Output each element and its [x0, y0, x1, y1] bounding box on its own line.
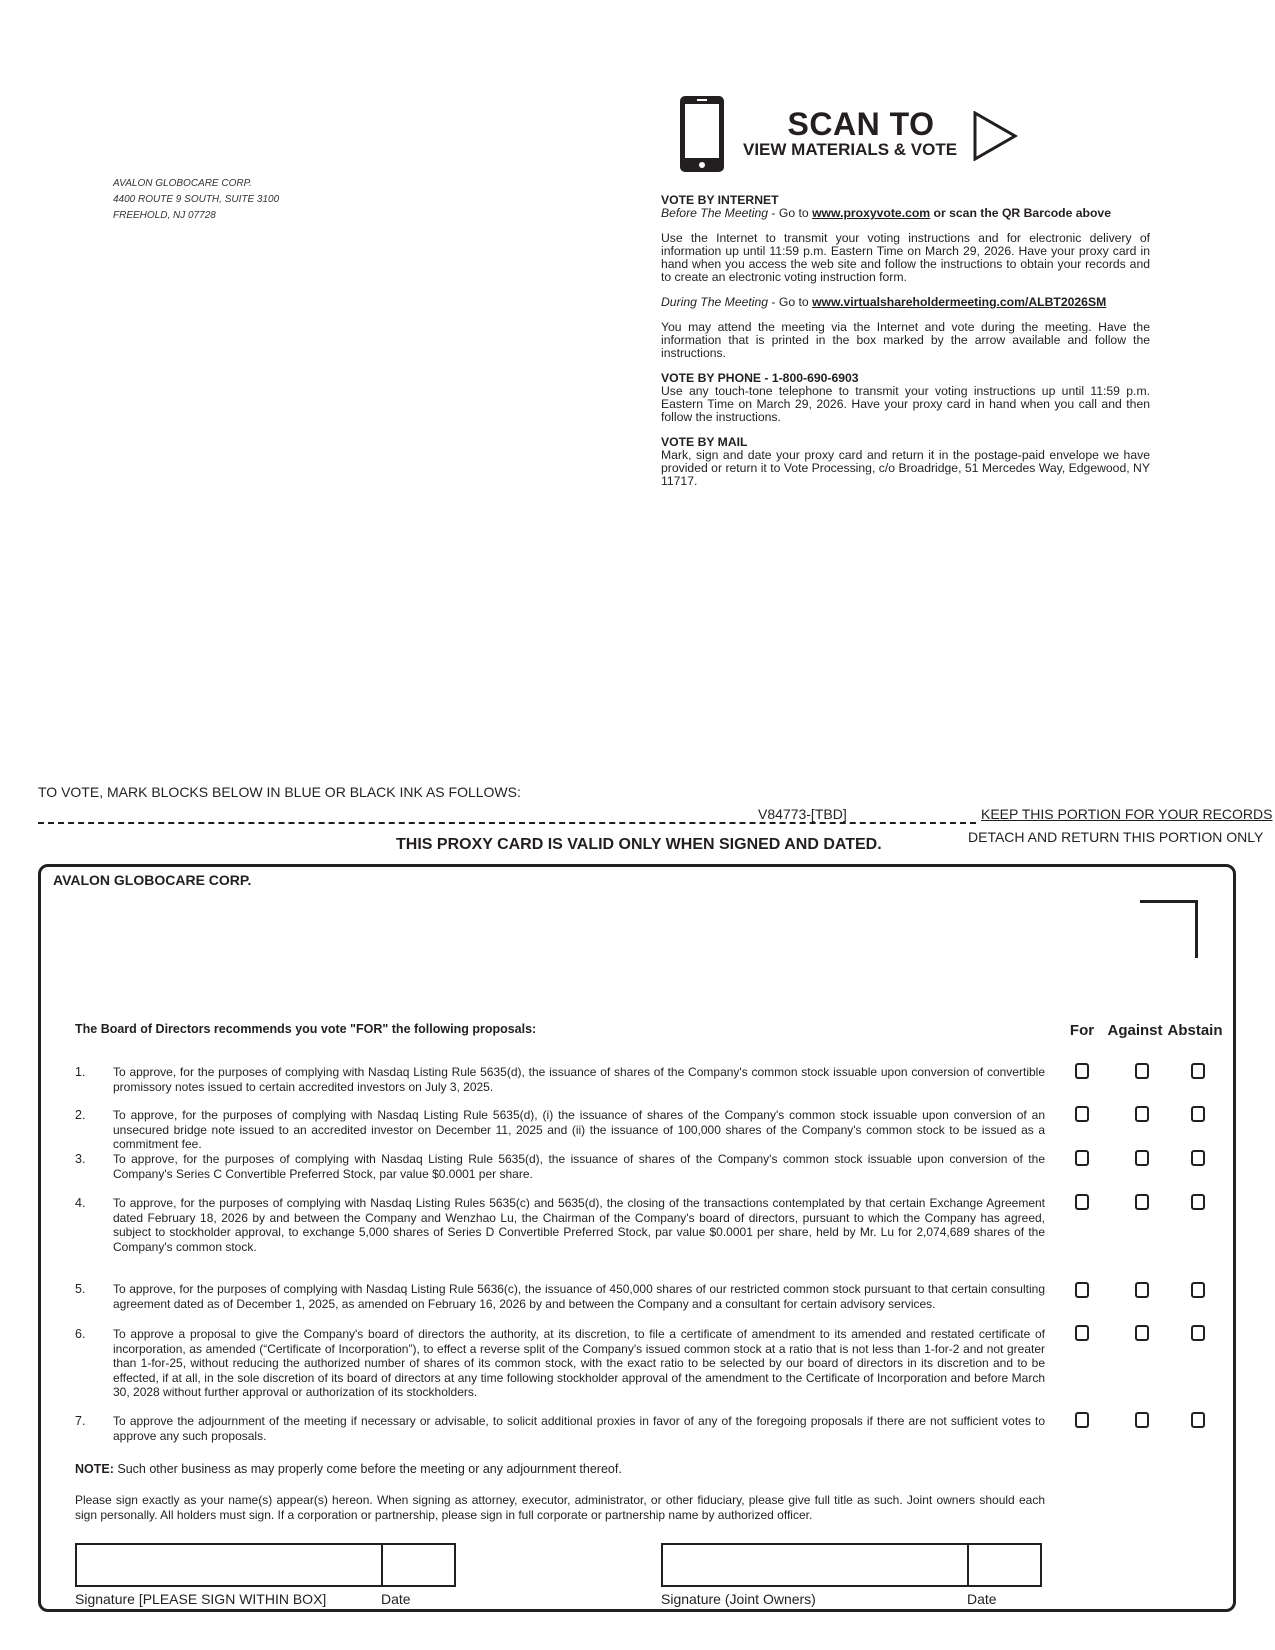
to-vote-instructions: TO VOTE, MARK BLOCKS BELOW IN BLUE OR BLACK INK AS FOLLOWS:: [38, 784, 521, 800]
phone-heading: VOTE BY PHONE - 1-800-690-6903: [661, 371, 859, 385]
vote-against-checkbox[interactable]: [1135, 1150, 1149, 1166]
vote-abstain-checkbox[interactable]: [1191, 1282, 1205, 1298]
voting-instructions: [661, 194, 1150, 488]
address-name: AVALON GLOBOCARE CORP.: [113, 178, 252, 189]
note: [75, 1462, 622, 1476]
joint-signature-box[interactable]: [661, 1543, 1042, 1587]
valid-notice: THIS PROXY CARD IS VALID ONLY WHEN SIGNED AND DATED.: [396, 836, 882, 853]
smartphone-icon: [678, 94, 726, 174]
control-id: V84773-[TBD]: [758, 806, 847, 822]
during-go: - Go to: [768, 295, 813, 309]
date-label: Date: [381, 1591, 411, 1607]
joint-date-box-divider: [967, 1543, 969, 1587]
vote-abstain-checkbox[interactable]: [1191, 1194, 1205, 1210]
proposal-number: 5.: [75, 1282, 86, 1296]
vote-for-checkbox[interactable]: [1075, 1150, 1089, 1166]
proposal-text: To approve, for the purposes of complying with Nasdaq Listing Rule 5635(d), the issuance of shares of the Company's common stock issuable upon conversion of convertible promissory notes issued to certain accredited investors on July 3, 2025.: [113, 1065, 1045, 1094]
phone-body: Use any touch-tone telephone to transmit your voting instructions up until 11:59 p.m. Eastern Time on March 29, 2026. Have your proxy card in hand when you call and then follow the instructions.: [661, 384, 1150, 424]
corner-mark: [1140, 900, 1198, 958]
card-company-name: AVALON GLOBOCARE CORP.: [53, 872, 252, 888]
board-recommendation: The Board of Directors recommends you vote "FOR" the following proposals:: [75, 1022, 537, 1036]
column-abstain: Abstain: [1167, 1022, 1223, 1039]
proposal-text: To approve a proposal to give the Company's board of directors the authority, at its discretion, to file a certificate of amendment to its amended and restated certificate of incorporation, as amended (“Certificate of Incorporation”), to effect a reverse split of the Company's issued common stock at a ratio that is not less than 1-for-2 and not greater than 1-for-25, without reducing the authorized number of shares of its common stock, with the exact ratio to be selected by our board of directors in its discretion and to be effected, if at all, in the sole discretion of its board of directors at any time following stockholder approval of the amendment to the Certificate of Incorporation and before March 30, 2028 without further approval or authorization of its stockholders.: [113, 1327, 1045, 1399]
arrow-right-icon: [973, 111, 1019, 161]
internet-during-body: You may attend the meeting via the Internet and vote during the meeting. Have the information that is printed in the box marked by the arrow available and follow the instructions.: [661, 320, 1150, 360]
signature-label: Signature [PLEASE SIGN WITHIN BOX]: [75, 1591, 327, 1607]
proxyvote-link[interactable]: www.proxyvote.com: [812, 206, 931, 220]
vote-against-checkbox[interactable]: [1135, 1282, 1149, 1298]
scan-subtitle: VIEW MATERIALS & VOTE: [743, 140, 958, 159]
proposal-number: 1.: [75, 1065, 86, 1079]
internet-during-line: [661, 296, 1150, 309]
virtual-meeting-link[interactable]: www.virtualshareholdermeeting.com/ALBT2026SM: [812, 295, 1107, 309]
vote-against-checkbox[interactable]: [1135, 1412, 1149, 1428]
mail-body: Mark, sign and date your proxy card and return it in the postage-paid envelope we have provided or return it to Vote Processing, c/o Broadridge, 51 Mercedes Way, Edgewood, NY 11717.: [661, 448, 1150, 488]
sign-instructions: Please sign exactly as your name(s) appear(s) hereon. When signing as attorney, executor, administrator, or other fiduciary, please give full title as such. Joint owners should each sign personally. All holders must sign. If a corporation or partnership, please sign in full corporate or partnership name by authorized officer.: [75, 1493, 1045, 1522]
vote-against-checkbox[interactable]: [1135, 1106, 1149, 1122]
vote-for-checkbox[interactable]: [1075, 1325, 1089, 1341]
mail-heading: VOTE BY MAIL: [661, 435, 748, 449]
keep-portion-label: KEEP THIS PORTION FOR YOUR RECORDS: [981, 806, 1273, 822]
vote-against-checkbox[interactable]: [1135, 1063, 1149, 1079]
proposal-number: 7.: [75, 1414, 86, 1428]
vote-abstain-checkbox[interactable]: [1191, 1106, 1205, 1122]
signature-box[interactable]: [75, 1543, 456, 1587]
proposal-text: To approve, for the purposes of complying with Nasdaq Listing Rule 5635(d), (i) the issuance of shares of the Company's common stock issuable upon conversion of an unsecured bridge note issued to an accredited investor on December 11, 2025 and (ii) the issuance of 100,000 shares of the Company's common stock to be issued as a commitment fee.: [113, 1108, 1045, 1151]
proposal-number: 6.: [75, 1327, 86, 1341]
joint-date-label: Date: [967, 1591, 997, 1607]
during-label: During The Meeting: [661, 295, 769, 309]
before-go: - Go to: [768, 206, 813, 220]
note-label: NOTE:: [75, 1462, 114, 1476]
joint-signature-label: Signature (Joint Owners): [661, 1591, 816, 1607]
proposal-number: 2.: [75, 1108, 86, 1122]
vote-abstain-checkbox[interactable]: [1191, 1063, 1205, 1079]
address-line1: 4400 ROUTE 9 SOUTH, SUITE 3100: [113, 194, 280, 205]
internet-body: Use the Internet to transmit your voting instructions and for electronic delivery of information up until 11:59 p.m. Eastern Time on March 29, 2026. Have your proxy card in hand when you access the web site and follow the instructions to obtain your records and to create an electronic voting instruction form.: [661, 231, 1150, 284]
vote-abstain-checkbox[interactable]: [1191, 1412, 1205, 1428]
internet-before-line: [661, 207, 1150, 220]
vote-for-checkbox[interactable]: [1075, 1282, 1089, 1298]
vote-against-checkbox[interactable]: [1135, 1325, 1149, 1341]
proposal-number: 3.: [75, 1152, 86, 1166]
note-text: Such other business as may properly come before the meeting or any adjournment thereof.: [113, 1462, 622, 1476]
vote-for-checkbox[interactable]: [1075, 1412, 1089, 1428]
column-for: For: [1069, 1022, 1095, 1039]
detach-line: [38, 822, 976, 824]
proposal-text: To approve, for the purposes of complying with Nasdaq Listing Rule 5635(d), the issuance of shares of the Company's common stock issuable upon conversion of the Company's Series C Convertible Preferred Stock, par value $0.0001 per share.: [113, 1152, 1045, 1181]
proposal-text: To approve the adjournment of the meeting if necessary or advisable, to solicit additional proxies in favor of any of the foregoing proposals if there are not sufficient votes to approve any such proposals.: [113, 1414, 1045, 1443]
vote-abstain-checkbox[interactable]: [1191, 1325, 1205, 1341]
internet-heading: VOTE BY INTERNET: [661, 193, 779, 207]
proposal-number: 4.: [75, 1196, 86, 1210]
before-suffix: or scan the QR Barcode above: [930, 206, 1111, 220]
vote-abstain-checkbox[interactable]: [1191, 1150, 1205, 1166]
scan-title: SCAN TO: [787, 106, 935, 142]
vote-against-checkbox[interactable]: [1135, 1194, 1149, 1210]
detach-portion-label: DETACH AND RETURN THIS PORTION ONLY: [968, 829, 1264, 845]
vote-for-checkbox[interactable]: [1075, 1194, 1089, 1210]
vote-for-checkbox[interactable]: [1075, 1063, 1089, 1079]
mailing-address: [113, 176, 279, 224]
vote-for-checkbox[interactable]: [1075, 1106, 1089, 1122]
address-line2: FREEHOLD, NJ 07728: [113, 210, 216, 221]
proposal-text: To approve, for the purposes of complying with Nasdaq Listing Rules 5635(c) and 5635(d), the closing of the transactions contemplated by that certain Exchange Agreement dated February 18, 2026 by and between the Company and Wenzhao Lu, the Chairman of the Company's board of directors, pursuant to which the Company has agreed, subject to stockholder approval, to exchange 5,000 shares of Series D Convertible Preferred Stock, par value $0.0001 per share, held by Mr. Lu for 2,074,689 shares of the Company's common stock.: [113, 1196, 1045, 1254]
column-against: Against: [1107, 1022, 1163, 1039]
before-label: Before The Meeting: [661, 206, 769, 220]
date-box-divider: [381, 1543, 383, 1587]
scan-to-vote-banner: [678, 94, 1023, 174]
proposal-text: To approve, for the purposes of complying with Nasdaq Listing Rule 5636(c), the issuance of 450,000 shares of our restricted common stock pursuant to that certain consulting agreement dated as of December 1, 2025, as amended on February 16, 2026 by and between the Company and a consultant for certain advisory services.: [113, 1282, 1045, 1311]
